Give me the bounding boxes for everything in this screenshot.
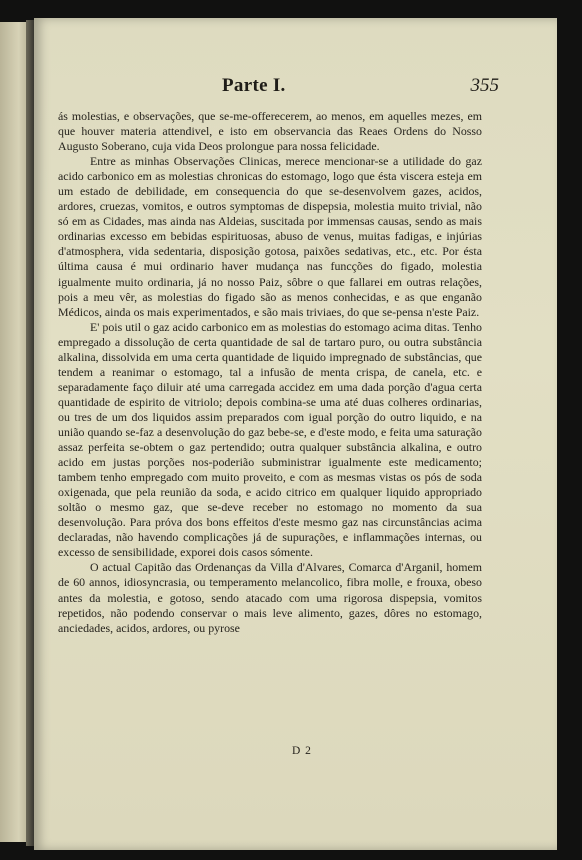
signature-mark: D 2 <box>292 745 312 757</box>
paragraph: E' pois util o gaz acido carbonico em as molestias do estomago acima ditas. Tenho empregado a dissolução de certa quantidade de sal de tartaro puro, ou outra substância alkalina, dissolvida em uma certa quantidade de liquido impregnado de substâncias, que tendem a reanimar o estomago, tal a infusão de menta crispa, de canela, etc. e separadamente faço diluir até uma carregada accidez em uma dada porção d'agua certa quantidade de espirito de vitriolo; depois combina-se uma até duas colheres ordinarias, ou tres de um dos liquidos assim preparados com igual porção do outro liquido, e na união quando se-faz a desenvolução do gaz bebe-se, e d'este modo, e feita uma saturação assaz perfeita se-obtem o gaz pertendido; outra qualquer substância alkalina, e outro acido em justas porções nos-poderião subministrar igualmente este medicamento; tambem tenho empregado com muito proveito, e com as mesmas vistas os pós de soda oxigenada, que pela reunião da soda, e acido citrico em qualquer liquido appropriado soltão o mesmo gaz, que se-deve receber no estomago no momento da sua desenvolução. Para próva dos bons effeitos d'este mesmo gaz nas circunstâncias acima declaradas, não havendo complicações já de supurações, e inflammações internas, ou excesso de sensibilidade, exporei dois casos sómente. <box>58 319 482 560</box>
paragraph-continuation: ás molestias, e observações, que se-me-offerecerem, ao menos, em aquelles mezes, em que houver materia attendivel, e isto em observancia das Reaes Ordens do Nosso Augusto Soberano, cuja vida Deos prolongue para nossa felicidade. <box>58 109 482 154</box>
body-text <box>58 109 482 636</box>
running-head: Parte I. <box>222 75 286 96</box>
book-page <box>34 18 557 850</box>
paragraph: Entre as minhas Observações Clinicas, merece mencionar-se a utilidade do gaz acido carbonico em as molestias chronicas do estomago, logo que ésta viscera esteja em um estado de debilidade, em consequencia do que se-desenvolvem gazes, acidos, ardores, cruezas, vomitos, e outros symptomas de dispepsia, molestia muito trivial, não só em as Cidades, mas ainda nas Aldeias, suscitada por immensas causas, sendo as mais ordinarias excesso em bebidas espirituosas, abuso de venus, muitas fadigas, e injúrias d'atmosphera, vida sedentaria, disposição gotosa, paixões sedativas, etc., etc. Por ésta última causa é mui ordinario haver mudança nas funcções do figado, molestia igualmente muito ordinaria, já no nosso Paiz, sôbre o que fallarei em outras relações, pois a meu vêr, as molestias do figado são as menos conhecidas, e as que enganão Médicos, ainda os mais experimentados, e são mais triviaes, do que se-pensa n'este Paiz. <box>58 154 482 319</box>
paragraph: O actual Capitão das Ordenanças da Villa d'Alvares, Comarca d'Arganil, homem de 60 annos, idiosyncrasia, ou temperamento melancolico, fibra molle, e frouxa, obeso antes da molestia, e gotoso, sendo atacado com uma rigorosa dispepsia, vomitos repetidos, não podendo conservar o mais leve alimento, gazes, dôres no estomago, anciedades, acidos, ardores, ou pyrose <box>58 560 482 635</box>
page-header <box>34 75 557 105</box>
page-number: 355 <box>470 75 499 96</box>
